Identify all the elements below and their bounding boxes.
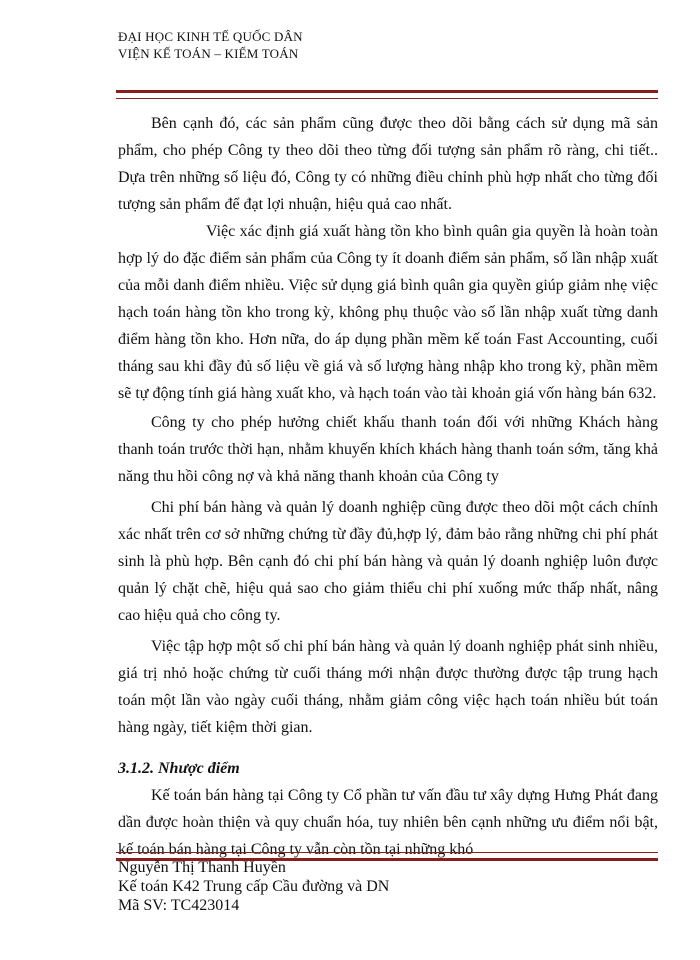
footer-class: Kế toán K42 Trung cấp Cầu đường và DN (118, 878, 390, 895)
section-heading: 3.1.2. Nhược điểm (118, 760, 240, 777)
header-institute: VIỆN KẾ TOÁN – KIỂM TOÁN (118, 46, 299, 61)
paragraph-expense-tracking: Chi phí bán hàng và quản lý doanh nghiệp cũng được theo dõi một cách chính xác nhất trên cơ sở những chứng từ đầy đủ,hợp lý, đảm bảo rằng những chi phí phát sinh là phù hợp. Bên cạnh đó chi phí bán hàng và quản lý doanh nghiệp luôn được quản lý chặt chẽ, hiệu quả sao cho giảm thiểu chi phí xuống mức thấp nhất, nâng cao hiệu quả cho công ty. (118, 499, 658, 624)
header-university: ĐẠI HỌC KINH TẾ QUỐC DÂN (118, 29, 303, 44)
footer-student-id: Mã SV: TC423014 (118, 897, 240, 914)
document-body (118, 110, 658, 863)
header-divider (116, 90, 658, 99)
page-footer (118, 858, 389, 915)
paragraph-weaknesses-intro: Kế toán bán hàng tại Công ty Cổ phần tư vấn đầu tư xây dựng Hưng Phát đang dần được hoàn thiện và quy chuẩn hóa, tuy nhiên bên cạnh những ưu điểm nổi bật, kế toán bán hàng tại Công ty vẫn còn tồn tại những khó (118, 787, 658, 858)
paragraph-expense-consolidation: Việc tập hợp một số chi phí bán hàng và quản lý doanh nghiệp phát sinh nhiều, giá trị nhỏ hoặc chứng từ cuối tháng mới nhận được thường được tập trung hạch toán một lần vào ngày cuối tháng, nhằm giảm công việc hạch toán nhiều bút toán hàng ngày, tiết kiệm thời gian. (118, 638, 658, 736)
paragraph-inventory-pricing: Việc xác định giá xuất hàng tồn kho bình quân gia quyền là hoàn toàn hợp lý do đặc điểm sản phẩm của Công ty ít doanh điểm sản phẩm, số lần nhập xuất của mỗi danh điểm nhiều. Việc sử dụng giá bình quân gia quyền giúp giảm nhẹ việc hạch toán hàng tồn kho trong kỳ, không phụ thuộc vào số lần nhập xuất từng danh điểm hàng tồn kho. Hơn nữa, do áp dụng phần mềm kế toán Fast Accounting, cuối tháng sau khi đầy đủ số liệu về giá và số lượng hàng nhập kho trong kỳ, phần mềm sẽ tự động tính giá hàng xuất kho, và hạch toán vào tài khoản giá vốn hàng bán 632. (118, 223, 658, 402)
page-header (118, 28, 303, 62)
footer-author-name: Nguyễn Thị Thanh Huyền (118, 859, 286, 876)
paragraph-payment-discount: Công ty cho phép hưởng chiết khấu thanh toán đối với những Khách hàng thanh toán trước thời hạn, nhằm khuyến khích khách hàng thanh toán sớm, tăng khả năng thu hồi công nợ và khả năng thanh khoản của Công ty (118, 414, 658, 485)
paragraph-product-tracking: Bên cạnh đó, các sản phẩm cũng được theo dõi bằng cách sử dụng mã sản phẩm, cho phép Công ty theo dõi theo từng đối tượng sản phẩm rõ ràng, chi tiết.. Dựa trên những số liệu đó, Công ty có những điều chỉnh phù hợp nhất cho từng đối tượng sản phẩm để đạt lợi nhuận, hiệu quả cao nhất. (118, 115, 658, 213)
